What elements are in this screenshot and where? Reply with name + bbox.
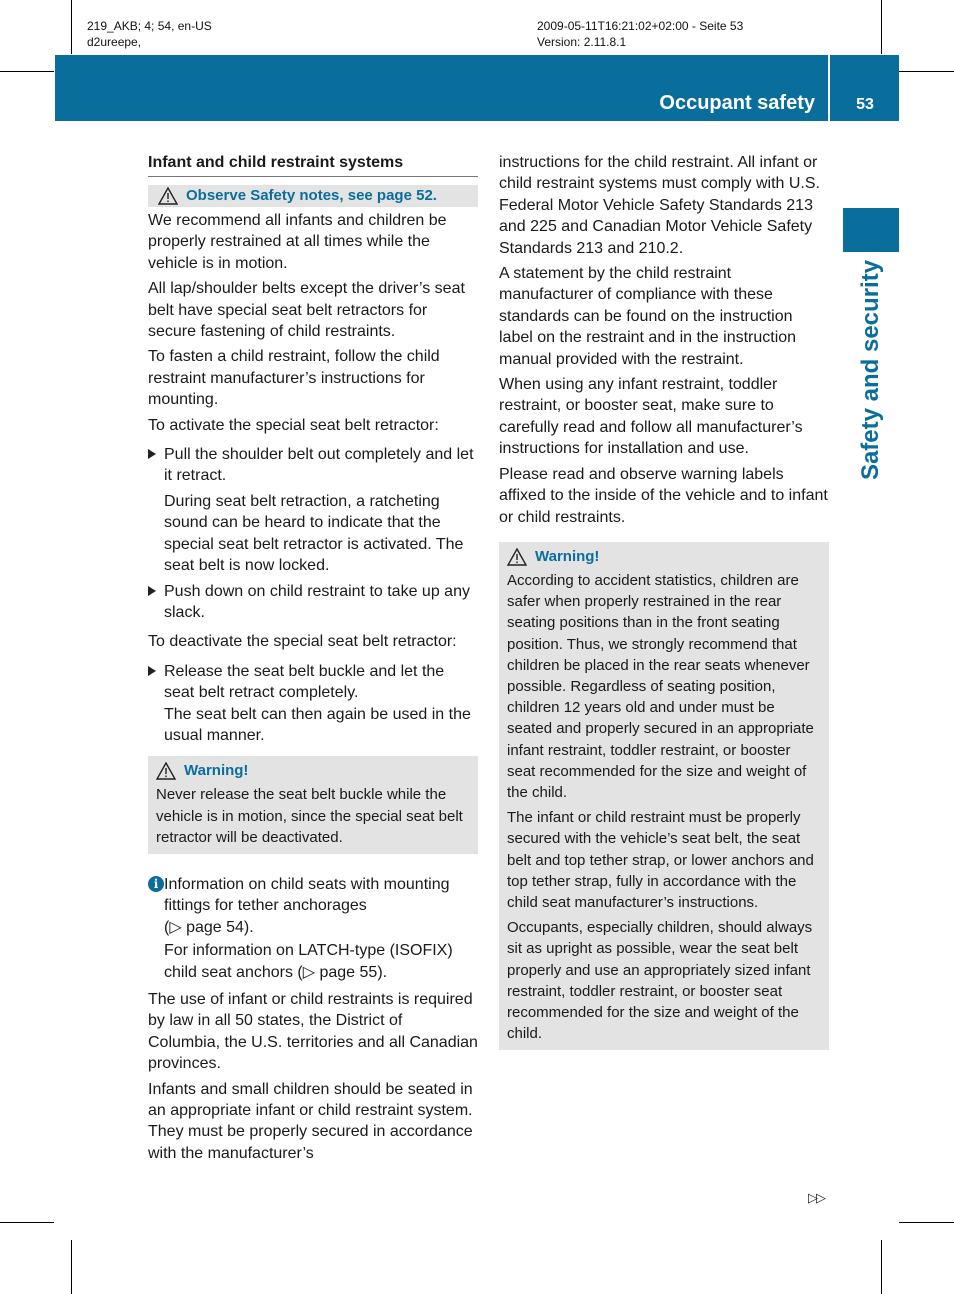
- instruction-step: [148, 661, 478, 747]
- warning-text: According to accident statistics, children are safer when properly restrained in the rear seating positions than in the front seating position. Thus, we strongly recommend that children be placed in the rear seats whenever possible. Regardless of seating position, children 12 years old and under must be seated and properly secured in an appropriate infant restraint, toddler restraint, or booster seat recommended for the size and weight of the child.: [507, 571, 814, 801]
- instruction-step: [148, 444, 478, 576]
- info-text: For information on LATCH-type (ISOFIX) child seat anchors (▷ page 55).: [164, 942, 453, 981]
- right-column: [499, 152, 829, 1062]
- warning-triangle-icon: [507, 548, 527, 566]
- safety-note-bar: [148, 185, 478, 207]
- body-paragraph: To activate the special seat belt retractor:: [148, 416, 439, 434]
- warning-text: Occupants, especially children, should always sit as upright as possible, wear the seat belt properly and use an appropriately sized infant restraint, toddler restraint, or booster seat recommended for the size and weight of the child.: [507, 919, 813, 1043]
- instruction-step: [148, 581, 478, 624]
- crop-mark: [881, 1240, 882, 1294]
- crop-mark: [881, 0, 882, 54]
- info-note: [148, 874, 478, 983]
- body-paragraph: To deactivate the special seat belt retractor:: [148, 633, 457, 651]
- warning-title-text: Warning!: [184, 762, 249, 780]
- warning-box: [148, 756, 478, 854]
- page-number: 53: [856, 96, 874, 113]
- step-text: Pull the shoulder belt out completely and let it retract.: [164, 446, 474, 485]
- body-paragraph: The use of infant or child restraints is required by law in all 50 states, the District of Columbia, the U.S. territories and all Canadian provinces.: [148, 990, 478, 1073]
- print-meta-line: d2ureepe,: [87, 35, 142, 49]
- print-meta-line: 2009-05-11T16:21:02+02:00 - Seite 53: [537, 19, 744, 33]
- info-text-line: Information on child seats with mounting fittings for tether anchorages: [164, 875, 450, 915]
- section-banner: [55, 55, 899, 121]
- crop-mark: [899, 71, 954, 72]
- page-reference: (▷ page 54).: [164, 918, 254, 936]
- body-paragraph: Please read and observe warning labels affixed to the inside of the vehicle and to infant or child restraints.: [499, 465, 828, 526]
- body-paragraph: Infants and small children should be seated in an appropriate infant or child restraint system. They must be properly secured in accordance with the manufacturer’s: [148, 1080, 473, 1162]
- step-text: Release the seat belt buckle and let the seat belt retract completely.: [164, 662, 445, 702]
- body-paragraph: instructions for the child restraint. All infant or child restraint systems must comply with U.S. Federal Motor Vehicle Safety Standards 213 and 225 and Canadian Motor Vehicle Safety Standards 213 and 210.2.: [499, 154, 820, 257]
- warning-text: The infant or child restraint must be properly secured with the vehicle’s seat belt, the seat belt and top tether strap, or lower anchors and top tether strap, fully in accordance with the child seat manufacturer’s instructions.: [507, 809, 814, 911]
- warning-text: Never release the seat belt buckle while the vehicle is in motion, since the special seat belt retractor will be deactivated.: [156, 786, 463, 846]
- body-paragraph: All lap/shoulder belts except the driver’s seat belt have special seat belt retractors for secure fastening of child restraints.: [148, 280, 465, 341]
- warning-box: [499, 542, 829, 1050]
- print-meta-right: [537, 18, 743, 50]
- triangle-bullet-icon: [148, 449, 156, 459]
- section-title: Occupant safety: [659, 92, 815, 114]
- triangle-bullet-icon: [148, 586, 156, 596]
- warning-triangle-icon: [158, 187, 178, 205]
- warning-title-text: Warning!: [535, 547, 600, 565]
- triangle-bullet-icon: [148, 666, 156, 676]
- warning-title: [156, 760, 470, 782]
- crop-mark: [71, 1240, 72, 1294]
- body-paragraph: To fasten a child restraint, follow the child restraint manufacturer’s instructions for mounting.: [148, 348, 440, 409]
- safety-note-text: Observe Safety notes, see page 52.: [186, 187, 437, 204]
- info-circle-icon: i: [148, 876, 164, 892]
- step-text: Push down on child restraint to take up any slack.: [164, 582, 470, 621]
- print-meta-line: Version: 2.11.8.1: [537, 35, 627, 49]
- crop-mark: [71, 0, 72, 54]
- print-meta-left: [87, 18, 212, 50]
- continue-marker: ▷▷: [808, 1190, 824, 1205]
- warning-title: [507, 546, 821, 568]
- crop-mark: [0, 71, 54, 72]
- body-paragraph: A statement by the child restraint manufacturer of compliance with these standards can be found on the instruction label on the restraint and in the instruction manual provided with the restraint.: [499, 265, 797, 368]
- body-paragraph: When using any infant restraint, toddler restraint, or booster seat, make sure to carefully read and follow all manufacturer’s instructions for installation and use.: [499, 376, 803, 458]
- crop-mark: [0, 1222, 54, 1223]
- left-column: [148, 152, 478, 1168]
- banner-divider: [828, 55, 830, 121]
- info-text: [164, 874, 478, 938]
- print-meta-line: 219_AKB; 4; 54, en-US: [87, 19, 212, 33]
- chapter-tab-label: Safety and security: [857, 259, 884, 481]
- step-result: The seat belt can then again be used in the usual manner.: [164, 705, 471, 744]
- step-result: During seat belt retraction, a ratcheting sound can be heard to indicate that the special seat belt retractor is activated. The seat belt is now locked.: [164, 492, 464, 575]
- section-heading: Infant and child restraint systems: [148, 152, 478, 177]
- warning-triangle-icon: [156, 762, 176, 780]
- chapter-tab-marker: [843, 208, 899, 252]
- body-paragraph: We recommend all infants and children be properly restrained at all times while the vehicle is in motion.: [148, 212, 447, 272]
- crop-mark: [899, 1222, 954, 1223]
